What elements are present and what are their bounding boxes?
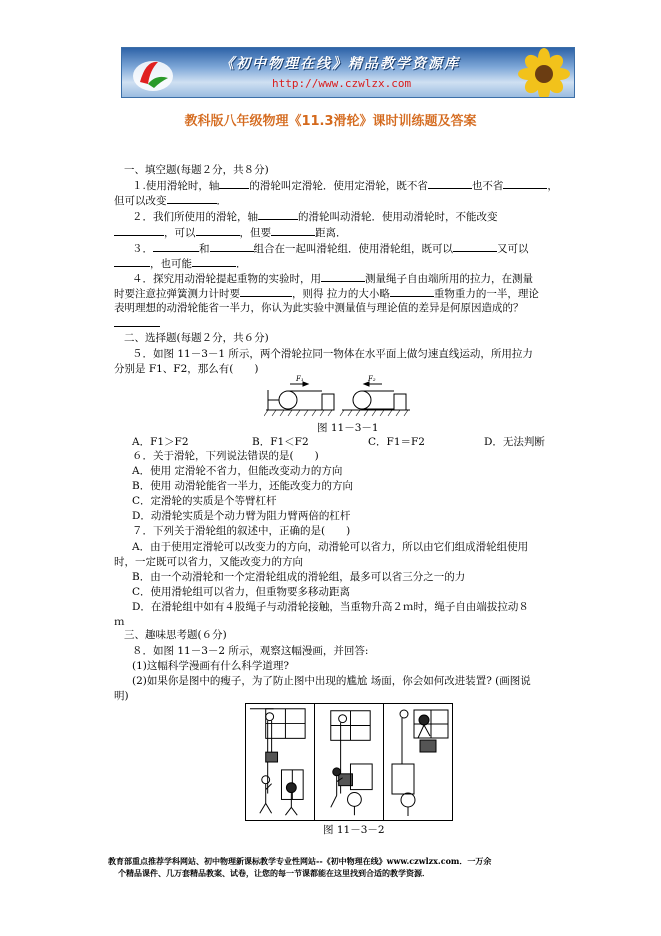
section3-heading: 三、趣味思考题(６分): [124, 629, 227, 641]
q7-option-d-line1: D．在滑轮组中如有４股绳子与动滑轮接触，当重物升高２ｍ时，绳子自由端拔拉动８: [132, 601, 529, 613]
q7-option-c: C．使用滑轮组可以省力，但重物要多移动距离: [132, 586, 351, 598]
question-5-line2: 分别是 F1、F2，那么有( ): [114, 363, 259, 375]
comic-panel-2: [315, 704, 384, 820]
comic-panel-3: [384, 704, 453, 820]
q6-option-a: A．使用 定滑轮不省力，但能改变动力的方向: [132, 465, 343, 477]
q7-option-d-line2: ｍ: [114, 616, 125, 628]
q7-option-b: B．由一个动滑轮和一个定滑轮组成的滑轮组，最多可以省三分之一的力: [132, 571, 466, 583]
f2-label: F₂: [368, 375, 376, 383]
q5-option-c: C．F1＝F2: [368, 436, 425, 448]
q6-option-c: C．定滑轮的实质是个等臂杠杆: [132, 495, 277, 507]
q6-option-b: B．使用 动滑轮能省一半力，还能改变力的方向: [132, 480, 354, 492]
question-4-line2: 时要注意拉弹簧测力计时要 ，则得 拉力的大小略 重物重力的一半，理论: [114, 288, 539, 300]
question-6: ６．关于滑轮，下列说法错误的是( ): [132, 450, 319, 462]
footer-line2: 个精品课件、几万套精品教案、试卷，让您的每一节课都能在这里找到合适的教学资源．: [118, 868, 430, 878]
question-8-part1: (1)这幅科学漫画有什么科学道理?: [132, 660, 290, 672]
f1-label: F₁: [296, 375, 304, 383]
pulley-setup-right: [340, 382, 410, 416]
q5-option-d: D．无法判断: [484, 436, 545, 448]
question-2-line2: ，可以 ，但要 距离．: [114, 225, 347, 240]
banner-url[interactable]: http://www.czwlzx.com: [272, 77, 412, 90]
question-5-line1: ５．如图 11－3－1 所示，两个滑轮拉同一物体在水平面上做匀速直线运动，所用拉力: [132, 348, 533, 360]
section1-heading: 一、填空题(每题２分，共８分): [124, 164, 269, 176]
q7-option-a-line1: A．由于使用定滑轮可以改变力的方向，动滑轮可以省力，所以由它们组成滑轮组使用: [132, 541, 529, 553]
banner-title: 《初中物理在线》精品教学资源库: [220, 56, 460, 72]
q5-option-a: A．F1＞F2: [132, 436, 189, 448]
question-8-part2-line2: 明): [114, 690, 129, 702]
pulley-setup-left: [264, 382, 334, 416]
q5-option-b: B．F1＜F2: [252, 436, 309, 448]
question-2-line1: ２．我们所使用的滑轮，轴 的滑轮叫动滑轮．使用动滑轮时，不能改变: [132, 211, 498, 223]
question-3-line2: ，也可能 ．: [114, 256, 247, 271]
question-8: ８．如图 11－3－2 所示，观察这幅漫画，并回答:: [132, 645, 369, 657]
figure-11-3-1-caption: 图 11－3－1: [317, 422, 379, 434]
comic-figure-11-3-2: [245, 703, 453, 821]
site-logo-icon: [128, 52, 178, 95]
question-4-line1: ４．探究用动滑轮提起重物的实验时，用 测量绳子自由端所用的拉力，在测量: [132, 273, 533, 285]
comic-panel-1: [246, 704, 315, 820]
pulley-figure-11-3-1: [264, 372, 412, 420]
sunflower-icon: [504, 48, 574, 98]
question-3-line1: ３． 和 组合在一起叫滑轮组．使用滑轮组，既可以 又可以: [132, 243, 529, 255]
question-1-line1: １.使用滑轮时，轴 的滑轮叫定滑轮．使用定滑轮，既不省 也不省 ，: [132, 180, 558, 192]
question-4-line3: 表明理想的动滑轮能省一半力，你认为此实验中测量值与理论值的差异是何原因造成的？: [114, 302, 524, 314]
q7-option-a-line2: 时，一定既可以省力，又能改变力的方向: [114, 556, 303, 568]
figure-11-3-2-caption: 图 11－3－2: [323, 824, 385, 836]
site-banner: [121, 47, 575, 98]
question-1-line2: 但可以改变 ．: [114, 195, 227, 207]
section2-heading: 二、选择题(每题２分，共６分): [124, 332, 269, 344]
document-title: 教科版八年级物理《11.3滑轮》课时训练题及答案: [184, 114, 477, 129]
question-7: ７．下列关于滑轮组的叙述中，正确的是( ): [132, 525, 351, 537]
question-4-answer-line: [114, 316, 160, 331]
q6-option-d: D．动滑轮实质是个动力臂为阻力臂两倍的杠杆: [132, 510, 351, 522]
footer-line1: 教育部重点推荐学科网站、初中物理新课标教学专业性网站--《初中物理在线》www.czwlzx.com．一万余: [108, 856, 492, 866]
question-8-part2-line1: (2)如果你是图中的瘦子，为了防止图中出现的尴尬 场面，你会如何改进装置? (画图说: [132, 675, 531, 687]
footer: [108, 855, 568, 879]
